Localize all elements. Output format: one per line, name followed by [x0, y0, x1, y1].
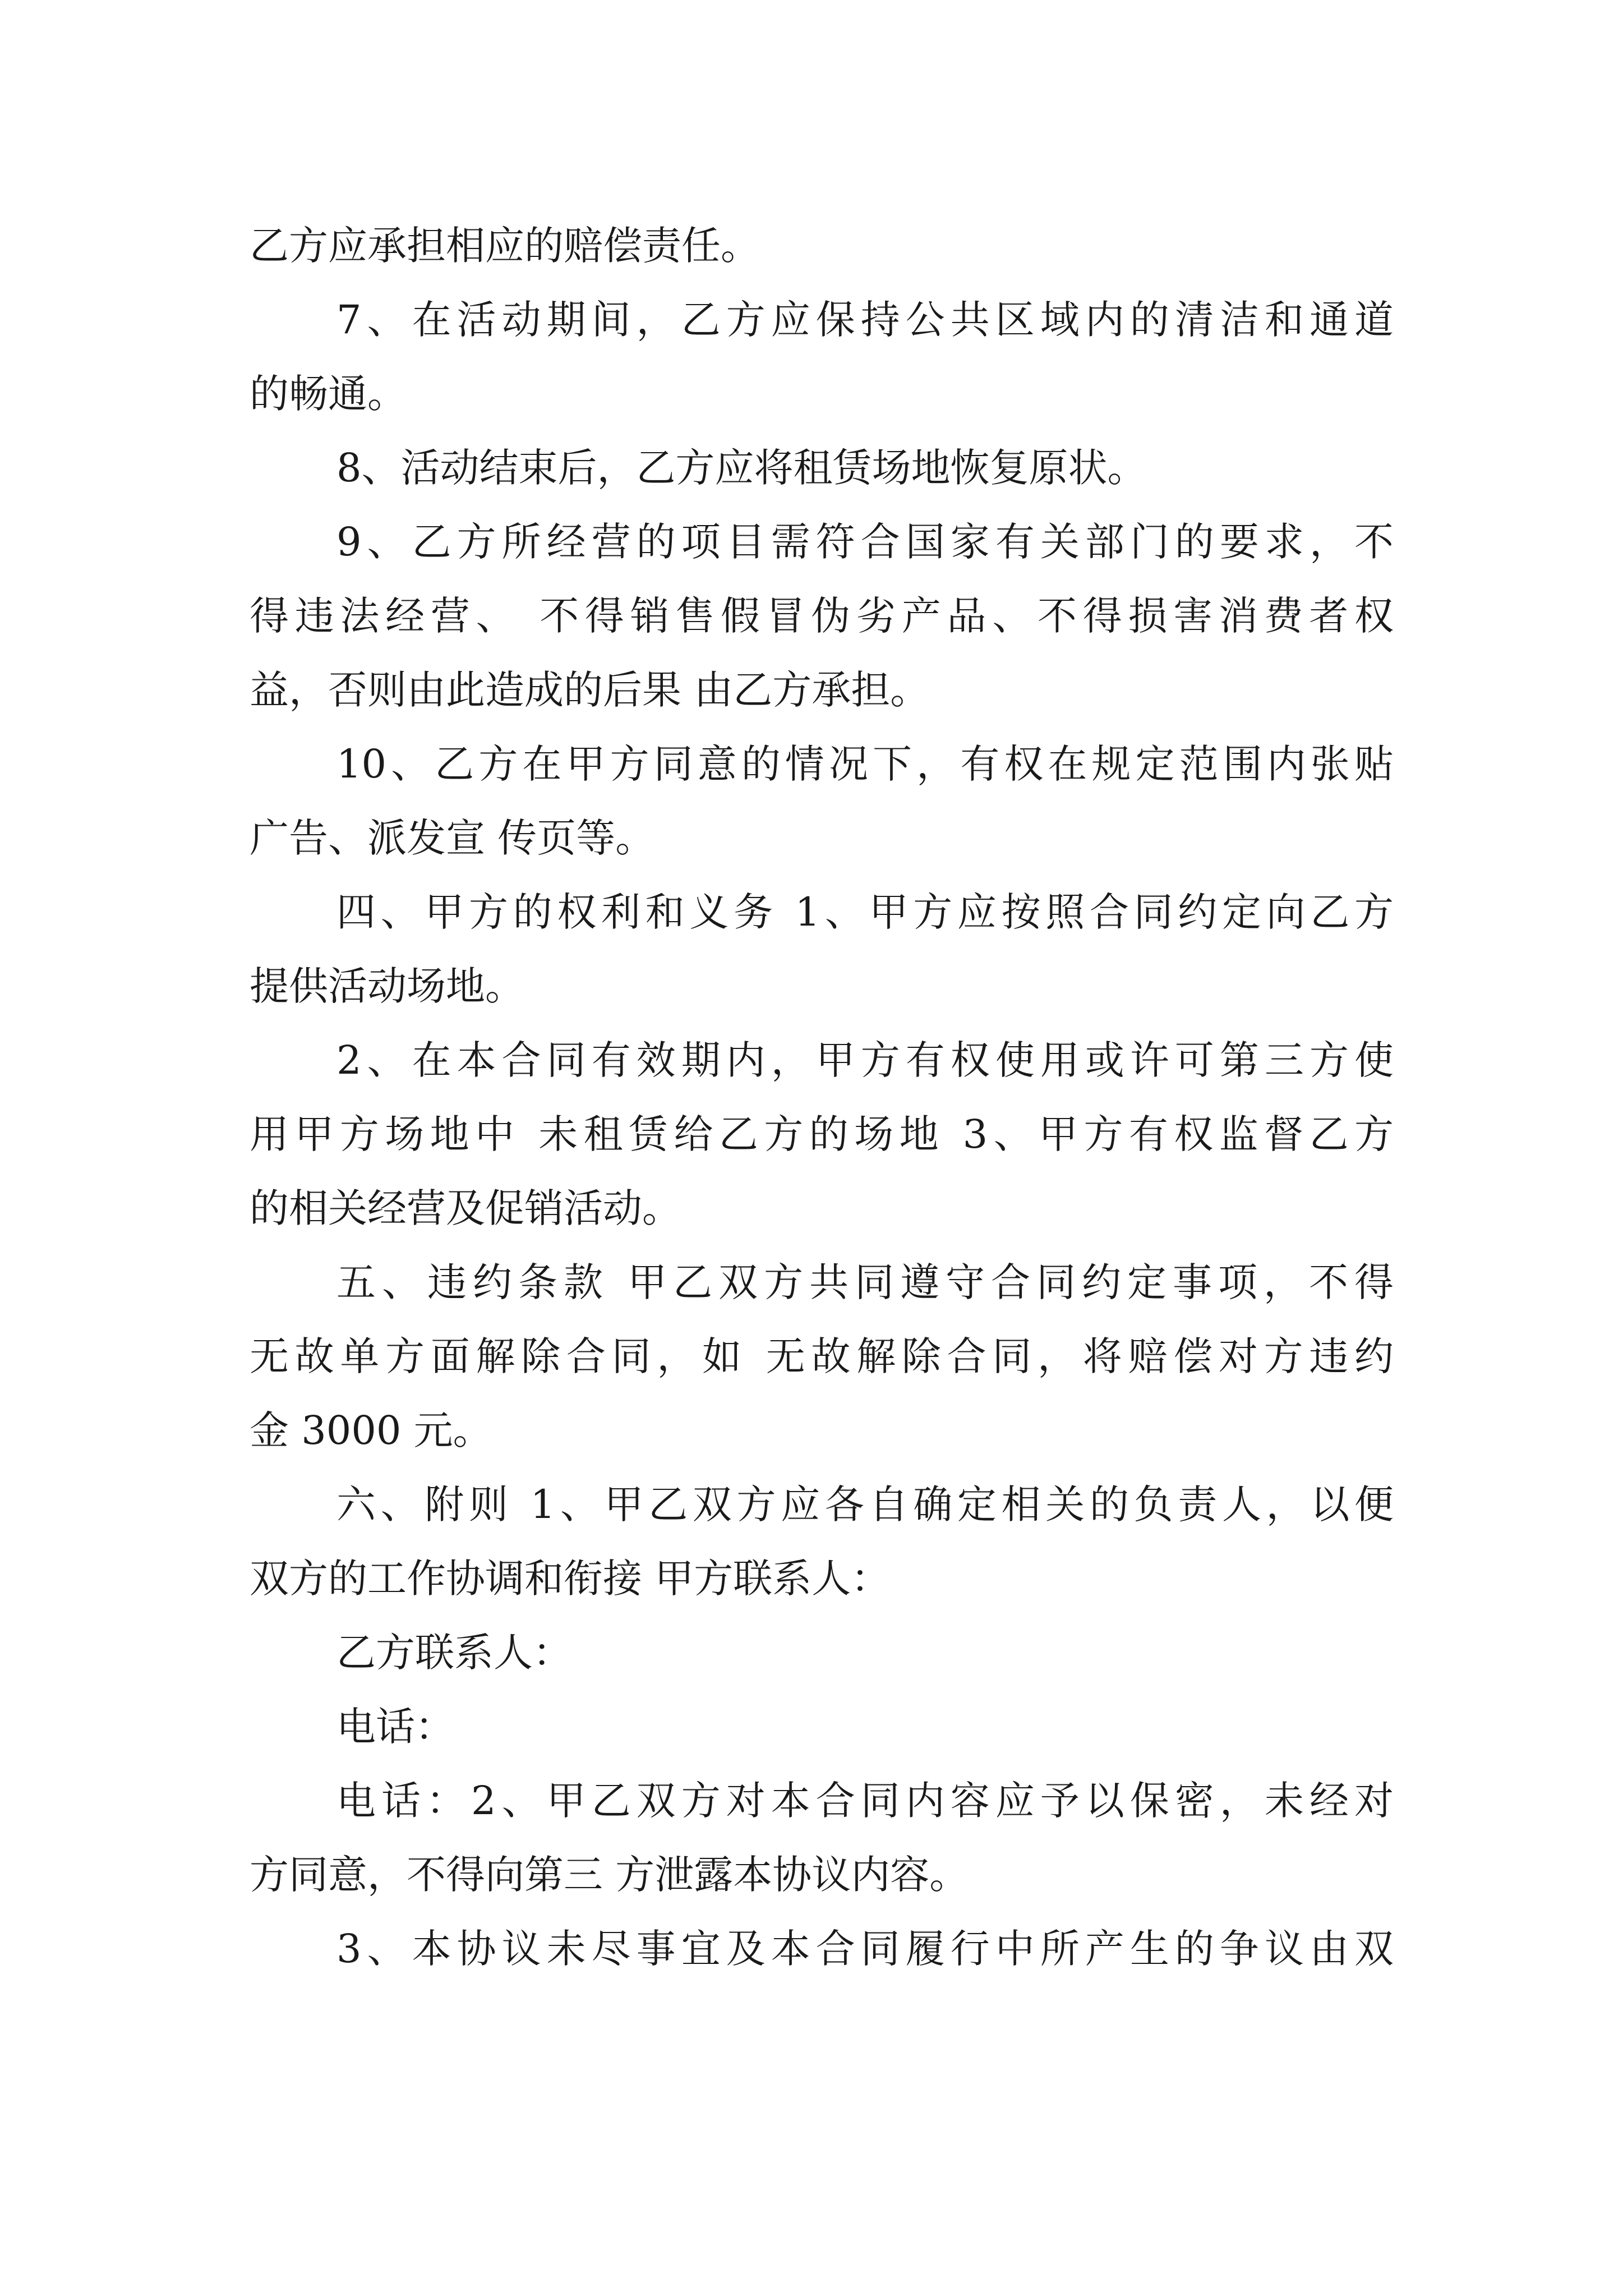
- paragraph-section-6-supplementary: [250, 1467, 1394, 1616]
- text-line: 五、违约条款 甲乙双方共同遵守合同约定事项，不得: [336, 1259, 1394, 1305]
- text-line: 7、在活动期间，乙方应保持公共区域内的清洁和通道: [336, 297, 1394, 343]
- paragraph-liability-continuation: [250, 209, 1394, 283]
- paragraph-phone-confidentiality: [250, 1764, 1394, 1912]
- text-line: 8、活动结束后，乙方应将租赁场地恢复原状。: [336, 445, 1147, 491]
- text-line: 电话：: [336, 1704, 454, 1750]
- text-line: 四、甲方的权利和义务 1、甲方应按照合同约定向乙方: [336, 889, 1394, 935]
- paragraph-clause-3-disputes: [250, 1912, 1394, 1986]
- text-line: 得违法经营、 不得销售假冒伪劣产品、不得损害消费者权: [250, 593, 1394, 639]
- text-line: 10、乙方在甲方同意的情况下，有权在规定范围内张贴: [336, 741, 1394, 787]
- paragraph-clause-8: [250, 431, 1394, 505]
- paragraph-clause-7: [250, 283, 1394, 431]
- text-line: 方同意，不得向第三 方泄露本协议内容。: [250, 1852, 969, 1898]
- text-line: 广告、派发宣 传页等。: [250, 815, 655, 861]
- text-line: 双方的工作协调和衔接 甲方联系人：: [250, 1556, 891, 1602]
- text-line: 的相关经营及促销活动。: [250, 1185, 681, 1231]
- paragraph-clause-10: [250, 727, 1394, 875]
- text-line: 无故单方面解除合同，如 无故解除合同，将赔偿对方违约: [250, 1333, 1394, 1379]
- text-line: 用甲方场地中 未租赁给乙方的场地 3、甲方有权监督乙方: [250, 1111, 1394, 1157]
- paragraph-clause-9: [250, 505, 1394, 727]
- text-line: 9、乙方所经营的项目需符合国家有关部门的要求，不: [336, 519, 1394, 565]
- paragraph-phone: [250, 1690, 1394, 1764]
- text-line: 2、在本合同有效期内，甲方有权使用或许可第三方使: [336, 1037, 1394, 1083]
- document-body: [250, 209, 1394, 1986]
- text-line: 提供活动场地。: [250, 963, 524, 1009]
- text-line: 的畅通。: [250, 371, 407, 417]
- text-line: 金 3000 元。: [250, 1407, 492, 1453]
- text-line: 六、附则 1、甲乙双方应各自确定相关的负责人，以便: [336, 1481, 1394, 1527]
- paragraph-section-4-party-a-rights: [250, 875, 1394, 1023]
- text-line: 益，否则由此造成的后果 由乙方承担。: [250, 667, 930, 713]
- text-line: 乙方应承担相应的赔偿责任。: [250, 223, 760, 269]
- paragraph-party-b-contact: [250, 1616, 1394, 1690]
- text-line: 电话：2、甲乙双方对本合同内容应予以保密，未经对: [336, 1778, 1394, 1824]
- paragraph-section-4-clause-2: [250, 1023, 1394, 1245]
- paragraph-section-5-breach: [250, 1245, 1394, 1467]
- text-line: 3、本协议未尽事宜及本合同履行中所产生的争议由双: [336, 1926, 1394, 1972]
- text-line: 乙方联系人：: [336, 1630, 572, 1676]
